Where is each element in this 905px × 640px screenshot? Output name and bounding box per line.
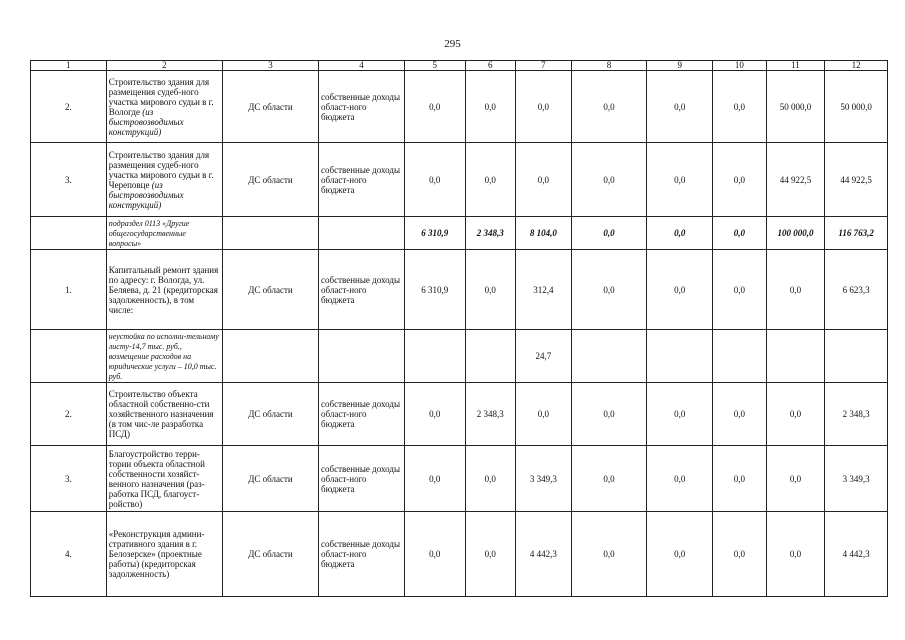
- amount-cell: 2 348,3: [465, 217, 516, 250]
- amount-cell: 6 310,9: [404, 217, 465, 250]
- funding-source: собственные доходы област-ного бюджета: [319, 250, 405, 330]
- item-name: [106, 512, 222, 597]
- amount-cell: 0,0: [404, 446, 465, 512]
- row-number: 2.: [31, 383, 107, 446]
- funding-source: [319, 217, 405, 250]
- table-row: [31, 250, 888, 330]
- responsible-executor: ДС области: [223, 71, 319, 143]
- amount-cell: 0,0: [571, 143, 647, 217]
- column-header: 4: [319, 61, 405, 71]
- amount-cell: [647, 330, 713, 383]
- column-header: 3: [223, 61, 319, 71]
- amount-cell: 4 442,3: [825, 512, 888, 597]
- funding-source: собственные доходы област-ного бюджета: [319, 446, 405, 512]
- amount-cell: 0,0: [516, 143, 572, 217]
- amount-cell: 0,0: [713, 512, 767, 597]
- item-name-note: подраздел 0113 «Другие общегосударственные вопросы»: [108, 219, 190, 248]
- amount-cell: 44 922,5: [825, 143, 888, 217]
- responsible-executor: ДС области: [223, 383, 319, 446]
- item-name-note: неустойка по исполни-тельному листу-14,7 тыс. руб., возмещение расходов на юридические услуги – 10,0 тыс. руб.: [108, 332, 219, 381]
- amount-cell: 0,0: [647, 250, 713, 330]
- amount-cell: 116 763,2: [825, 217, 888, 250]
- item-name: [106, 143, 222, 217]
- amount-cell: 3 349,3: [516, 446, 572, 512]
- amount-cell: 0,0: [571, 250, 647, 330]
- table-row: [31, 217, 888, 250]
- amount-cell: 0,0: [713, 250, 767, 330]
- item-name-text: Строительство здания для размещения судеб-ного участка мирового судьи в г. Вологде: [108, 76, 214, 117]
- amount-cell: 0,0: [465, 446, 516, 512]
- amount-cell: 0,0: [404, 383, 465, 446]
- column-header: 7: [516, 61, 572, 71]
- amount-cell: 2 348,3: [825, 383, 888, 446]
- amount-cell: 0,0: [647, 446, 713, 512]
- amount-cell: 0,0: [647, 217, 713, 250]
- column-header: 6: [465, 61, 516, 71]
- amount-cell: 0,0: [766, 383, 825, 446]
- amount-cell: 6 310,9: [404, 250, 465, 330]
- amount-cell: 0,0: [713, 383, 767, 446]
- amount-cell: 3 349,3: [825, 446, 888, 512]
- amount-cell: 0,0: [571, 383, 647, 446]
- amount-cell: 312,4: [516, 250, 572, 330]
- item-name: [106, 71, 222, 143]
- row-number: 4.: [31, 512, 107, 597]
- amount-cell: 0,0: [713, 446, 767, 512]
- amount-cell: 0,0: [404, 512, 465, 597]
- amount-cell: 4 442,3: [516, 512, 572, 597]
- amount-cell: 0,0: [647, 71, 713, 143]
- amount-cell: 0,0: [465, 71, 516, 143]
- amount-cell: [766, 330, 825, 383]
- responsible-executor: [223, 217, 319, 250]
- amount-cell: 44 922,5: [766, 143, 825, 217]
- responsible-executor: ДС области: [223, 143, 319, 217]
- row-number: 1.: [31, 250, 107, 330]
- amount-cell: 0,0: [465, 250, 516, 330]
- amount-cell: 0,0: [713, 217, 767, 250]
- table-row: [31, 383, 888, 446]
- item-name-note: (из быстровозводимых конструкций): [108, 106, 184, 137]
- amount-cell: 0,0: [647, 383, 713, 446]
- funding-source: собственные доходы област-ного бюджета: [319, 512, 405, 597]
- column-header: 5: [404, 61, 465, 71]
- item-name-text: Строительство здания для размещения судеб-ного участка мирового судьи в г. Череповце: [108, 149, 214, 190]
- responsible-executor: ДС области: [223, 250, 319, 330]
- amount-cell: 0,0: [404, 71, 465, 143]
- responsible-executor: ДС области: [223, 446, 319, 512]
- item-name: [106, 217, 222, 250]
- amount-cell: 0,0: [766, 512, 825, 597]
- amount-cell: 0,0: [713, 143, 767, 217]
- column-header: 1: [31, 61, 107, 71]
- amount-cell: 2 348,3: [465, 383, 516, 446]
- amount-cell: 0,0: [766, 446, 825, 512]
- item-name: [106, 250, 222, 330]
- table-row: [31, 330, 888, 383]
- funding-source: собственные доходы област-ного бюджета: [319, 143, 405, 217]
- amount-cell: 50 000,0: [825, 71, 888, 143]
- column-header: 9: [647, 61, 713, 71]
- column-header: 11: [766, 61, 825, 71]
- amount-cell: 0,0: [516, 383, 572, 446]
- funding-source: собственные доходы област-ного бюджета: [319, 71, 405, 143]
- column-header: 10: [713, 61, 767, 71]
- amount-cell: 6 623,3: [825, 250, 888, 330]
- amount-cell: 0,0: [571, 217, 647, 250]
- amount-cell: 0,0: [465, 143, 516, 217]
- item-name-text: «Реконструкция админи-стративного здания в г. Белозерске» (проектные работы) (кредиторская задолженность): [108, 529, 205, 579]
- amount-cell: 0,0: [647, 143, 713, 217]
- amount-cell: 0,0: [647, 512, 713, 597]
- amount-cell: 0,0: [404, 143, 465, 217]
- row-number: [31, 217, 107, 250]
- item-name-text: Капитальный ремонт здания по адресу: г. Вологда, ул. Беляева, д. 21 (кредиторская задолженность), в том числе:: [108, 264, 219, 315]
- amount-cell: [825, 330, 888, 383]
- amount-cell: 0,0: [465, 512, 516, 597]
- amount-cell: 8 104,0: [516, 217, 572, 250]
- table-row: [31, 71, 888, 143]
- item-name: [106, 330, 222, 383]
- item-name-text: Благоустройство терри-тории объекта областной собственности хозяйст-венного назначения (раз-работка ПСД, благоуст-ройство): [108, 448, 205, 509]
- amount-cell: 100 000,0: [766, 217, 825, 250]
- column-header: 8: [571, 61, 647, 71]
- amount-cell: [713, 330, 767, 383]
- row-number: 3.: [31, 446, 107, 512]
- row-number: [31, 330, 107, 383]
- responsible-executor: ДС области: [223, 512, 319, 597]
- item-name-note: (из быстровозводимых конструкций): [108, 179, 184, 210]
- row-number: 2.: [31, 71, 107, 143]
- table-row: [31, 143, 888, 217]
- amount-cell: [465, 330, 516, 383]
- amount-cell: 0,0: [571, 71, 647, 143]
- amount-cell: 50 000,0: [766, 71, 825, 143]
- budget-table: [30, 60, 888, 597]
- amount-cell: 0,0: [516, 71, 572, 143]
- funding-source: собственные доходы област-ного бюджета: [319, 383, 405, 446]
- amount-cell: 0,0: [766, 250, 825, 330]
- row-number: 3.: [31, 143, 107, 217]
- page-number: 295: [444, 38, 461, 50]
- table-row: [31, 446, 888, 512]
- table-row: [31, 512, 888, 597]
- amount-cell: 0,0: [713, 71, 767, 143]
- responsible-executor: [223, 330, 319, 383]
- amount-cell: 0,0: [571, 512, 647, 597]
- amount-cell: [571, 330, 647, 383]
- column-header: 2: [106, 61, 222, 71]
- column-header: 12: [825, 61, 888, 71]
- funding-source: [319, 330, 405, 383]
- amount-cell: 0,0: [571, 446, 647, 512]
- table-header-row: [31, 61, 888, 71]
- item-name-text: Строительство объекта областной собственно-сти хозяйственного назначения (в том чис-ле разработка ПСД): [108, 389, 214, 439]
- item-name: [106, 383, 222, 446]
- amount-cell: 24,7: [516, 330, 572, 383]
- amount-cell: [404, 330, 465, 383]
- item-name: [106, 446, 222, 512]
